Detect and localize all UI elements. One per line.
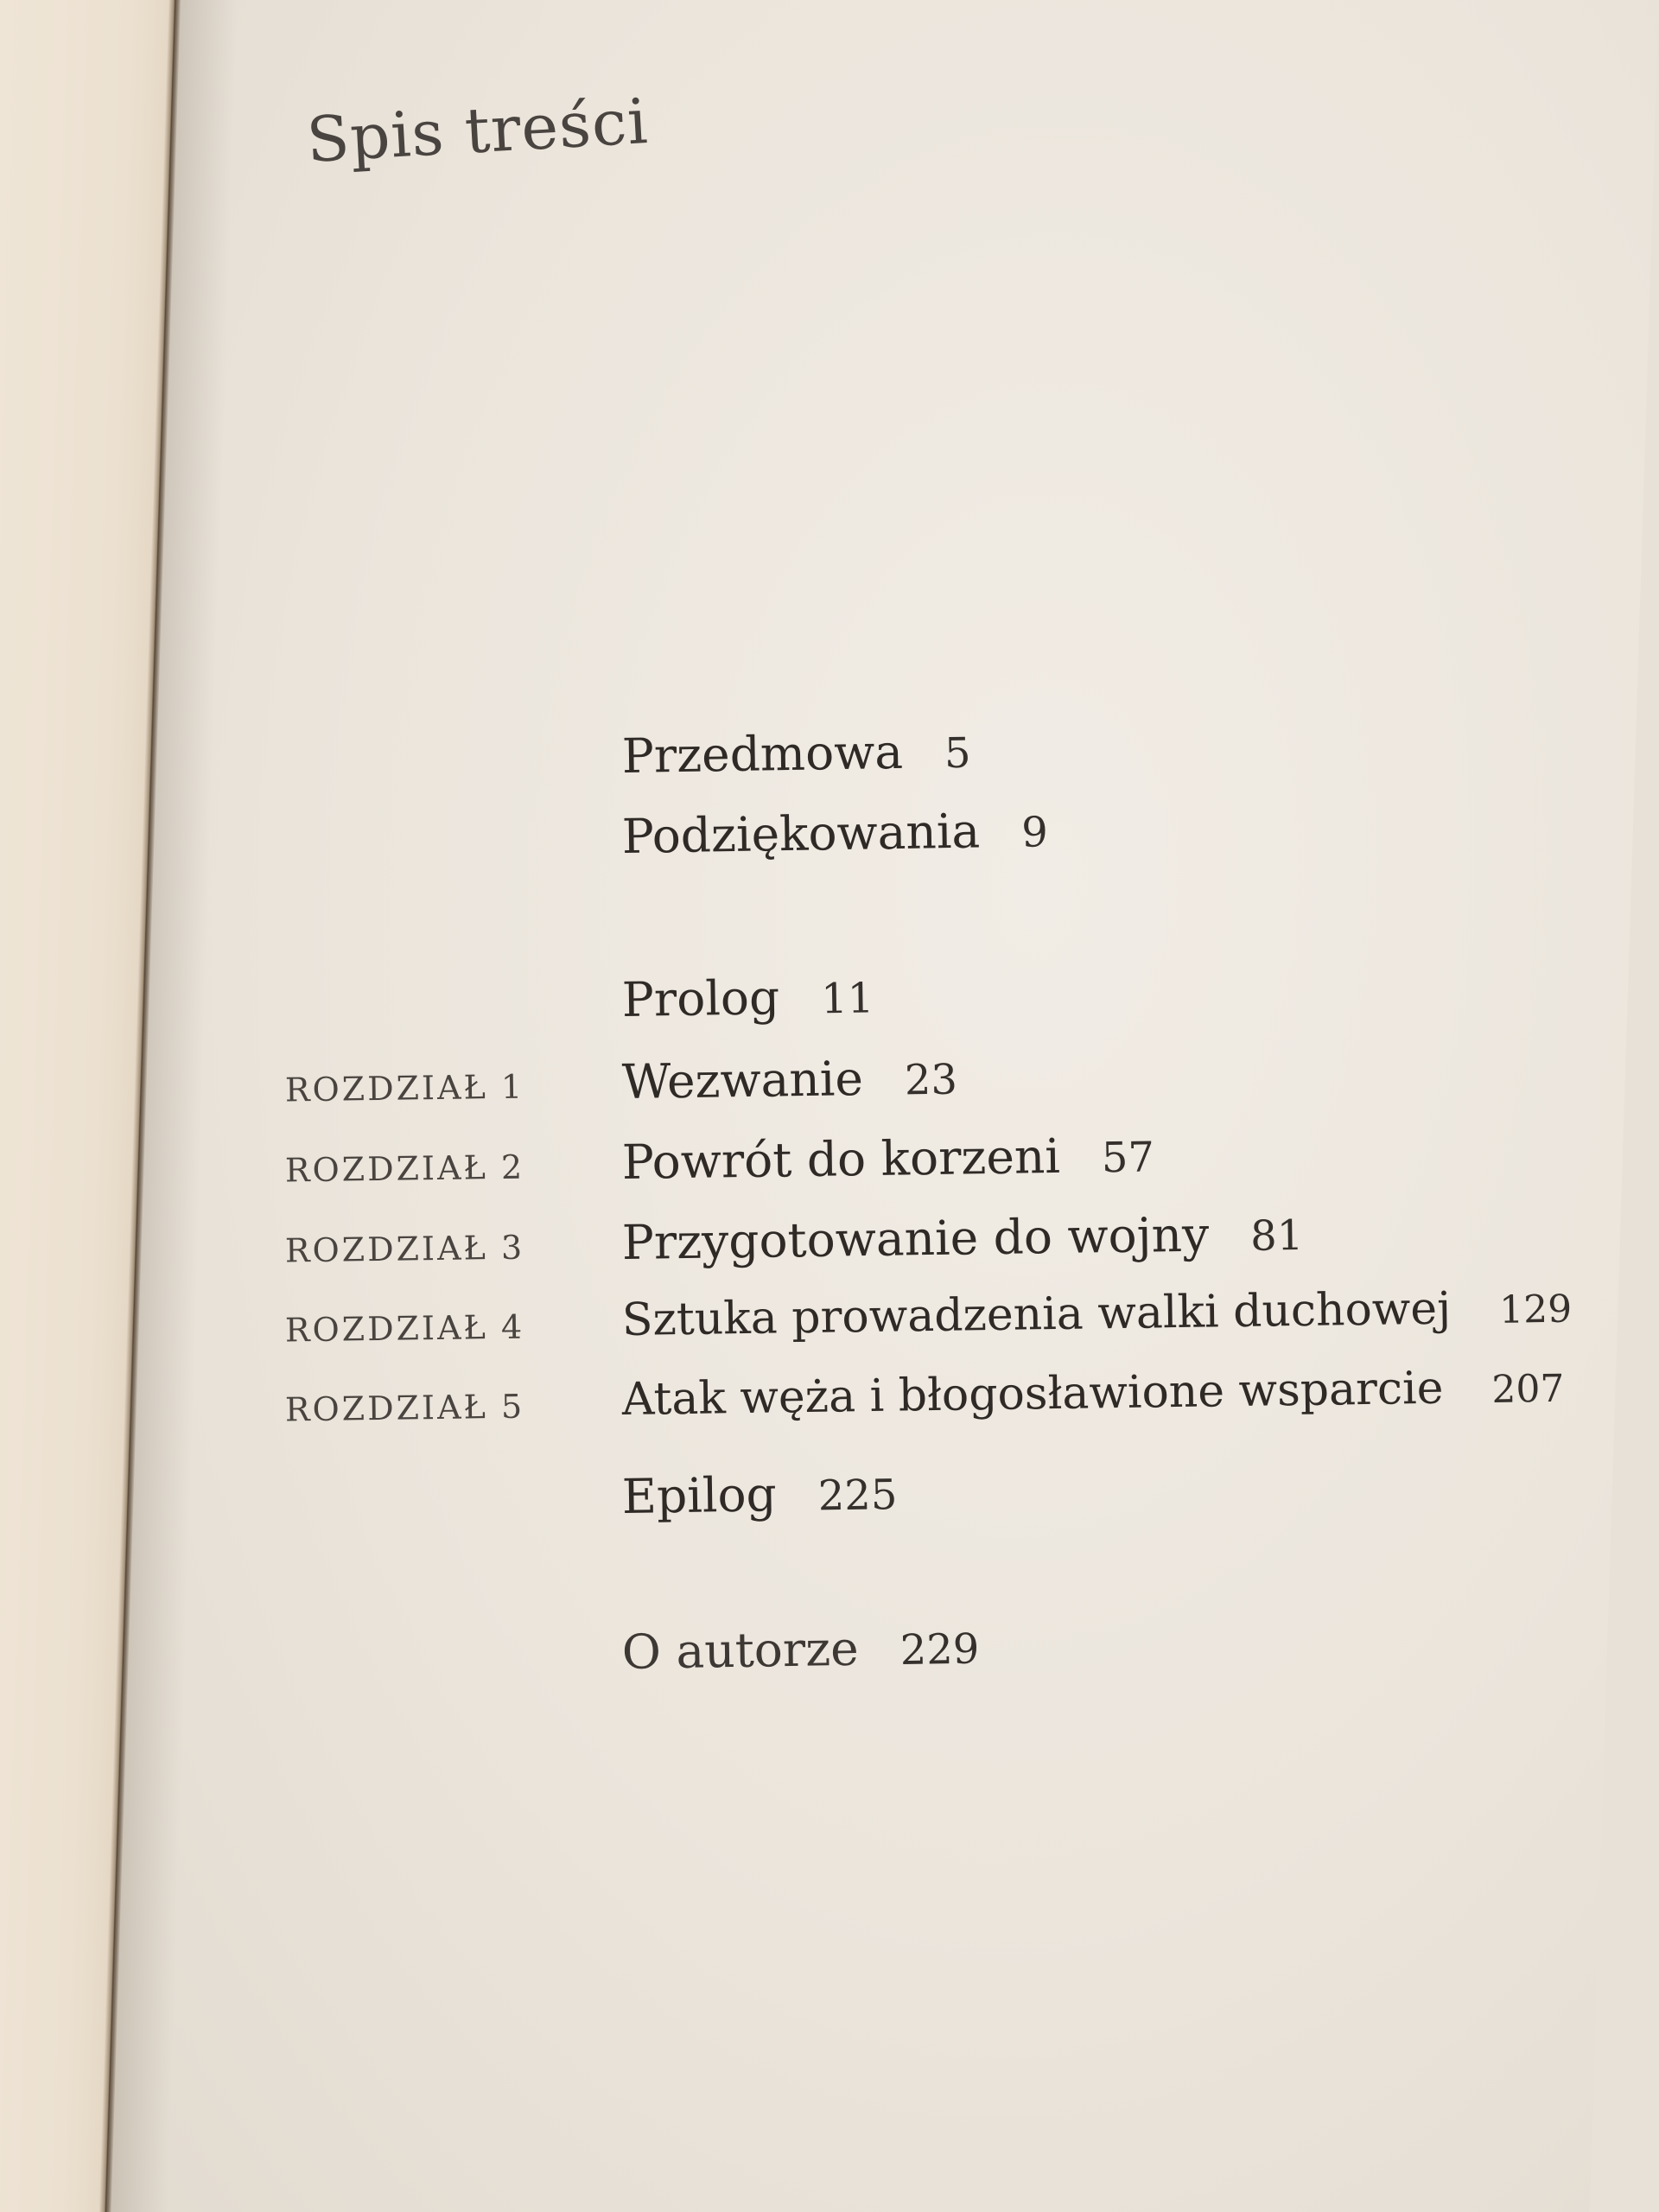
toc-page-number: 23	[904, 1055, 958, 1105]
toc-chapter-label: ROZDZIAŁ 5	[284, 1387, 525, 1429]
toc-entry-title-wrap	[621, 723, 971, 784]
toc-entry	[0, 1120, 1659, 1212]
toc-entry	[0, 712, 1659, 807]
toc-page-number: 129	[1498, 1287, 1573, 1332]
toc-chapter-label: ROZDZIAŁ 3	[284, 1228, 525, 1270]
toc-entry-title: Epilog	[621, 1466, 778, 1524]
toc-entry	[0, 1452, 1659, 1548]
toc-entry	[0, 956, 1659, 1051]
toc-entry-title: O autorze	[621, 1620, 860, 1680]
toc-page-number: 229	[899, 1624, 980, 1675]
toc-page-number: 81	[1249, 1211, 1304, 1261]
toc-entry-title: Wezwanie	[621, 1051, 864, 1109]
toc-entry-title: Powrót do korzeni	[621, 1128, 1061, 1190]
toc-page-number: 5	[944, 728, 972, 779]
toc-entry	[0, 1280, 1659, 1372]
toc-entry	[0, 792, 1659, 887]
toc-entry-title: Przedmowa	[621, 723, 904, 784]
toc-entry-title-wrap	[621, 1465, 897, 1524]
toc-page-number: 11	[820, 974, 874, 1024]
toc-entry-title-wrap	[621, 1619, 979, 1680]
toc-page-number: 225	[817, 1471, 898, 1521]
toc-entry	[0, 1359, 1659, 1452]
toc-entry-title: Prolog	[621, 969, 780, 1027]
toc-entry-title-wrap	[621, 802, 1048, 864]
toc-entry-title-wrap	[621, 968, 874, 1027]
toc-entry-title-wrap	[621, 1205, 1303, 1270]
toc-entry-title: Przygotowanie do wojny	[621, 1206, 1210, 1270]
toc-chapter-label: ROZDZIAŁ 2	[284, 1147, 525, 1190]
toc-entry-title: Sztuka prowadzenia walki duchowej	[621, 1282, 1452, 1346]
toc-entry-title-wrap	[621, 1361, 1564, 1426]
toc-entry	[0, 1039, 1659, 1132]
toc-entry-title-wrap	[621, 1281, 1572, 1346]
toc-chapter-label: ROZDZIAŁ 1	[284, 1067, 525, 1109]
toc-entry-title-wrap	[621, 1127, 1154, 1190]
toc-entry	[0, 1608, 1659, 1703]
toc-chapter-label: ROZDZIAŁ 4	[284, 1307, 525, 1350]
toc-heading: Spis treści	[304, 84, 651, 176]
toc-page-number: 207	[1491, 1366, 1565, 1412]
toc-entry-title: Atak węża i błogosławione wsparcie	[621, 1362, 1444, 1426]
toc-page-number: 9	[1020, 808, 1049, 857]
toc-entry	[0, 1200, 1659, 1293]
toc-page-number: 57	[1101, 1133, 1155, 1183]
toc-entry-title: Podziękowania	[621, 803, 981, 864]
toc-entry-title-wrap	[621, 1050, 957, 1109]
